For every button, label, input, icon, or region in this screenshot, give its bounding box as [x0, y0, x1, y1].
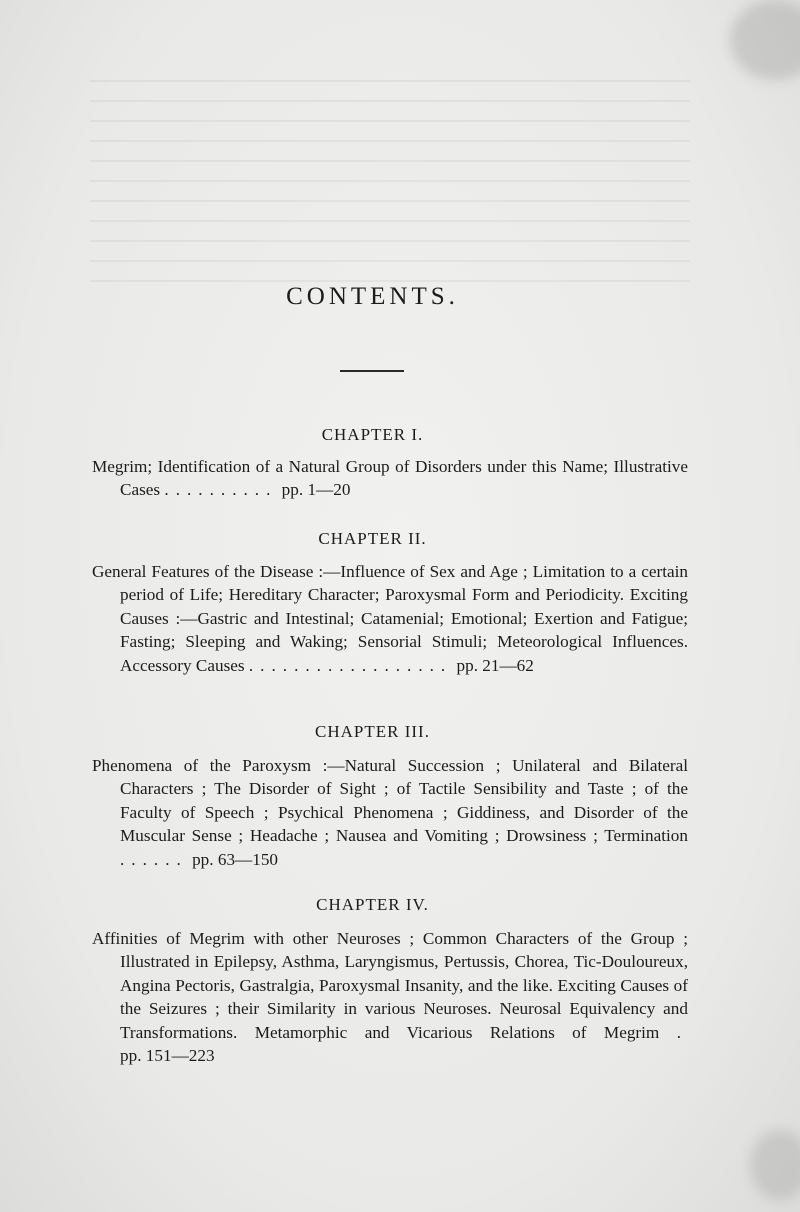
chapter-heading: CHAPTER I.	[321, 425, 424, 444]
page-title: CONTENTS.	[286, 283, 459, 310]
chapter-summary-text: General Features of the Disease :—Influence of Sex and Age ; Limitation to a certain period of Life; Hereditary Character; Paroxysmal Form and Periodicity. Exciting Causes :—Gastric and Intestinal; Catamenial; Emotional; Exertion and Fatigue; Fasting; Sleeping and Waking; Sensorial Stimuli; Meteorological Influences. Accessory Causes	[92, 562, 688, 675]
dot-leader: .	[676, 1022, 688, 1042]
chapter-summary-text: Phenomena of the Paroxysm :—Natural Succession ; Unilateral and Bilateral Characters ; The Disorder of Sight ; of Tactile Sensibility and Taste ; of the Faculty of Speech ; Psychical Phenomena ; Giddiness, and Disorder of the Muscular Sense ; Headache ; Nausea and Vomiting ; Drowsiness ; Termination	[92, 756, 688, 846]
page-reference: pp. 21—62	[456, 655, 534, 675]
page-reference: pp. 1—20	[281, 480, 351, 500]
show-through-text	[90, 80, 690, 300]
dot-leader: ......	[120, 849, 188, 869]
chapter-summary	[92, 560, 688, 677]
chapter-heading: CHAPTER IV.	[316, 895, 429, 914]
page-reference: pp. 151—223	[120, 1046, 215, 1066]
chapter-summary-text: Affinities of Megrim with other Neuroses ; Common Characters of the Group ; Illustrated in Epilepsy, Asthma, Laryngismus, Pertussis, Chorea, Tic-Douloureux, Angina Pectoris, Gastralgia, Paroxysmal Insanity, and the like. Exciting Causes of the Seizures ; their Similarity in various Neuroses. Neurosal Equivalency and Transformations. Metamorphic and Vicarious Relations of Megrim	[92, 929, 688, 1042]
chapter-summary	[92, 455, 688, 502]
page-smudge	[730, 0, 800, 80]
chapter-summary	[92, 927, 688, 1067]
title-rule	[340, 370, 404, 372]
dot-leader: ..................	[248, 655, 453, 675]
chapter-summary-text: Megrim; Identification of a Natural Group of Disorders under this Name; Illustrative Cases	[92, 457, 688, 500]
chapter-heading: CHAPTER III.	[315, 722, 430, 741]
page-reference: pp. 63—150	[192, 849, 279, 869]
chapter-heading: CHAPTER II.	[318, 529, 427, 548]
page-smudge	[750, 1130, 800, 1200]
dot-leader: ..........	[164, 480, 278, 500]
chapter-summary	[92, 754, 688, 871]
